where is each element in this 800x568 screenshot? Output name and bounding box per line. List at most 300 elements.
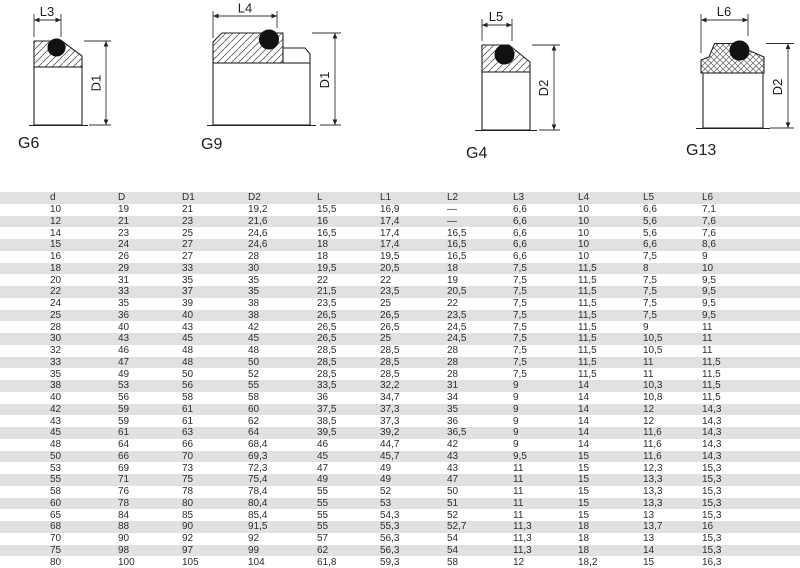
column-header-L: L xyxy=(317,192,323,204)
table-cell: 65 xyxy=(50,509,62,521)
table-cell: 12 xyxy=(643,415,655,427)
table-cell: 32 xyxy=(50,345,62,357)
table-row xyxy=(0,263,800,275)
table-cell: 18 xyxy=(578,544,590,556)
table-cell: 14 xyxy=(578,427,590,439)
table-cell: 15 xyxy=(578,509,590,521)
g13-height-dim-label: D2 xyxy=(770,78,785,96)
table-cell: 92 xyxy=(248,533,260,545)
table-cell: 35 xyxy=(182,274,194,286)
table-cell: 55 xyxy=(317,509,329,521)
table-cell: 17,4 xyxy=(380,215,400,227)
table-cell: 80,4 xyxy=(248,497,268,509)
table-cell: 75 xyxy=(50,544,62,556)
table-cell: 39 xyxy=(182,298,194,310)
g6-profile-label: G6 xyxy=(18,135,40,152)
table-cell: 25 xyxy=(50,309,62,321)
table-cell: 33 xyxy=(182,262,194,274)
table-cell: 15 xyxy=(578,474,590,486)
g13-body xyxy=(703,73,763,128)
table-cell: 28,5 xyxy=(380,356,400,368)
table-cell: 22 xyxy=(50,286,62,298)
table-cell: 9 xyxy=(513,427,519,439)
table-cell: 19,5 xyxy=(317,262,337,274)
table-cell: 76 xyxy=(118,486,130,498)
g4-height-dim-label: D2 xyxy=(536,79,551,97)
table-cell: 46 xyxy=(118,345,130,357)
table-cell: 20,5 xyxy=(447,286,467,298)
table-cell: 10 xyxy=(578,204,590,216)
table-cell: 7,5 xyxy=(513,286,527,298)
table-cell: 28 xyxy=(447,356,459,368)
table-cell: 22 xyxy=(317,274,329,286)
table-cell: 17,4 xyxy=(380,227,400,239)
table-cell: 10,5 xyxy=(643,333,663,345)
table-cell: 49 xyxy=(317,474,329,486)
table-cell: 23 xyxy=(182,215,194,227)
table-cell: 7,5 xyxy=(513,333,527,345)
table-cell: 59,3 xyxy=(380,556,400,568)
table-cell: 26 xyxy=(118,251,130,263)
table-cell: 63 xyxy=(182,427,194,439)
table-header-row xyxy=(0,192,800,204)
table-cell: 42 xyxy=(248,321,260,333)
table-cell: 6,6 xyxy=(513,215,527,227)
dimension-table xyxy=(0,192,800,568)
table-cell: 16 xyxy=(50,251,62,263)
table-cell: 28 xyxy=(447,345,459,357)
table-cell: 43 xyxy=(50,415,62,427)
table-cell: 9,5 xyxy=(513,450,527,462)
table-cell: 7,6 xyxy=(702,215,716,227)
table-cell: 52,7 xyxy=(447,521,467,533)
table-cell: 61 xyxy=(182,415,194,427)
table-cell: 29 xyxy=(118,262,130,274)
table-cell: 11,5 xyxy=(578,274,597,286)
diagram-g13 xyxy=(686,4,794,159)
table-cell: 6,6 xyxy=(513,251,527,263)
table-cell: 16,5 xyxy=(447,251,467,263)
table-cell: 30 xyxy=(50,333,62,345)
table-cell: 50 xyxy=(50,450,62,462)
table-cell: 7,1 xyxy=(702,204,716,216)
table-cell: 45 xyxy=(317,450,329,462)
table-cell: 11,5 xyxy=(702,392,721,404)
table-cell: 7,6 xyxy=(702,227,716,239)
table-cell: 14,3 xyxy=(702,450,722,462)
table-cell: 10 xyxy=(578,227,590,239)
table-cell: 75 xyxy=(182,474,194,486)
table-cell: 35 xyxy=(118,298,130,310)
table-cell: 11 xyxy=(702,345,713,357)
table-row xyxy=(0,427,800,439)
table-cell: 52 xyxy=(248,368,260,380)
table-cell: 8,6 xyxy=(702,239,716,251)
table-cell: 7,5 xyxy=(513,368,527,380)
table-cell: 69,3 xyxy=(248,450,268,462)
table-cell: 100 xyxy=(118,556,135,568)
table-cell: 10 xyxy=(702,262,714,274)
table-cell: 58 xyxy=(182,392,194,404)
table-cell: 80 xyxy=(50,556,62,568)
g6-body xyxy=(34,67,82,125)
table-cell: 15 xyxy=(578,462,590,474)
table-cell: 24,6 xyxy=(248,239,268,251)
table-cell: 11,6 xyxy=(643,439,662,451)
table-cell: 38 xyxy=(248,309,260,321)
table-cell: 11,3 xyxy=(513,521,532,533)
table-cell: 9,5 xyxy=(702,274,716,286)
table-row xyxy=(0,298,800,310)
table-cell: 44,7 xyxy=(380,439,400,451)
table-row xyxy=(0,415,800,427)
table-cell: 18 xyxy=(447,262,459,274)
table-cell: 14,3 xyxy=(702,439,722,451)
table-cell: 11,5 xyxy=(578,309,597,321)
table-cell: 36 xyxy=(447,415,459,427)
table-cell: 26,5 xyxy=(380,321,400,333)
table-cell: 60 xyxy=(50,497,62,509)
table-cell: 42 xyxy=(447,439,459,451)
table-cell: 18 xyxy=(578,533,590,545)
table-cell: 11 xyxy=(513,462,524,474)
table-cell: 26,5 xyxy=(317,333,337,345)
table-cell: 40 xyxy=(50,392,62,404)
table-cell: 35 xyxy=(248,274,260,286)
table-cell: 15,3 xyxy=(702,462,722,474)
table-cell: 25 xyxy=(182,227,194,239)
table-cell: 20 xyxy=(50,274,62,286)
table-cell: 55 xyxy=(50,474,62,486)
table-cell: 11,5 xyxy=(578,262,597,274)
g9-height-dim-label: D1 xyxy=(317,71,332,89)
table-cell: 7,5 xyxy=(643,298,657,310)
column-header-D1: D1 xyxy=(182,192,195,204)
table-cell: 80 xyxy=(182,497,194,509)
g4-body xyxy=(482,72,530,130)
table-cell: 15,3 xyxy=(702,533,722,545)
table-cell: 11,5 xyxy=(578,298,597,310)
table-cell: 55 xyxy=(317,521,329,533)
table-cell: 99 xyxy=(248,544,260,556)
g4-o-ring-icon xyxy=(495,45,514,64)
table-cell: 7,5 xyxy=(643,251,657,263)
table-row xyxy=(0,545,800,557)
table-cell: 10,5 xyxy=(643,345,663,357)
table-cell: 15,3 xyxy=(702,509,722,521)
table-cell: 71 xyxy=(118,474,130,486)
column-header-L1: L1 xyxy=(380,192,392,204)
table-cell: 12 xyxy=(50,215,62,227)
g13-o-ring-icon xyxy=(730,41,749,60)
g6-height-dim-label: D1 xyxy=(88,74,104,92)
table-cell: 15,3 xyxy=(702,544,722,556)
table-cell: 22 xyxy=(380,274,392,286)
g13-width-dim-label: L6 xyxy=(716,4,732,19)
table-cell: 36 xyxy=(118,309,130,321)
table-cell: 55 xyxy=(248,380,260,392)
table-row xyxy=(0,239,800,251)
table-cell: 23,5 xyxy=(447,309,467,321)
table-cell: 51 xyxy=(447,497,459,509)
table-cell: 42 xyxy=(50,403,62,415)
table-row xyxy=(0,404,800,416)
table-cell: 88 xyxy=(118,521,130,533)
table-row xyxy=(0,333,800,345)
table-cell: 6,6 xyxy=(513,204,527,216)
table-cell: 7,5 xyxy=(643,274,657,286)
table-cell: 11,6 xyxy=(643,427,662,439)
table-cell: 50 xyxy=(447,486,459,498)
table-cell: 40 xyxy=(118,321,130,333)
table-cell: 6,6 xyxy=(513,227,527,239)
table-row xyxy=(0,345,800,357)
table-cell: 26,5 xyxy=(380,309,400,321)
table-row xyxy=(0,509,800,521)
table-cell: 56,3 xyxy=(380,544,400,556)
table-cell: 7,5 xyxy=(513,321,527,333)
table-cell: 47 xyxy=(118,356,130,368)
table-cell: 7,5 xyxy=(513,298,527,310)
table-cell: 24,5 xyxy=(447,321,467,333)
table-cell: 15 xyxy=(578,486,590,498)
table-cell: 40 xyxy=(182,309,194,321)
table-cell: 14 xyxy=(578,392,590,404)
table-cell: 31 xyxy=(447,380,459,392)
table-cell: 30 xyxy=(248,262,260,274)
table-cell: 11,5 xyxy=(578,321,597,333)
table-cell: 9 xyxy=(702,251,708,263)
table-row xyxy=(0,204,800,216)
table-cell: 9 xyxy=(513,380,519,392)
table-cell: 78 xyxy=(118,497,130,509)
table-cell: 37,3 xyxy=(380,415,400,427)
table-row xyxy=(0,380,800,392)
g6-width-dim-label: L3 xyxy=(39,4,55,19)
table-cell: 56 xyxy=(182,380,194,392)
table-row xyxy=(0,357,800,369)
table-cell: 38,5 xyxy=(317,415,337,427)
table-cell: 7,5 xyxy=(513,345,527,357)
table-row xyxy=(0,439,800,451)
table-cell: 7,5 xyxy=(513,309,527,321)
table-cell: 23,5 xyxy=(380,286,400,298)
table-cell: 25 xyxy=(380,333,392,345)
table-cell: 11,5 xyxy=(578,333,597,345)
table-cell: 19 xyxy=(118,204,130,216)
table-cell: 13,3 xyxy=(643,474,663,486)
table-cell: 10 xyxy=(578,251,590,263)
table-body xyxy=(0,204,800,568)
table-cell: 47 xyxy=(317,462,329,474)
table-cell: 16,5 xyxy=(317,227,337,239)
table-cell: 45 xyxy=(248,333,260,345)
table-cell: 11 xyxy=(513,497,524,509)
table-cell: 58 xyxy=(50,486,62,498)
table-cell: 28 xyxy=(50,321,62,333)
table-cell: 46 xyxy=(317,439,329,451)
table-cell: 15 xyxy=(578,450,590,462)
table-cell: 11,5 xyxy=(702,368,721,380)
table-cell: 11 xyxy=(702,333,713,345)
table-cell: 61 xyxy=(118,427,130,439)
table-cell: 25 xyxy=(380,298,392,310)
table-cell: 21 xyxy=(182,204,194,216)
table-cell: 15 xyxy=(50,239,62,251)
table-cell: 85,4 xyxy=(248,509,268,521)
table-cell: 11,5 xyxy=(578,368,597,380)
table-cell: 50 xyxy=(182,368,194,380)
table-cell: 48 xyxy=(50,439,62,451)
table-cell: 64 xyxy=(118,439,130,451)
table-row xyxy=(0,310,800,322)
column-header-L5: L5 xyxy=(643,192,655,204)
table-cell: 69 xyxy=(118,462,130,474)
table-cell: 23,5 xyxy=(317,298,337,310)
table-cell: 90 xyxy=(182,521,194,533)
diagram-g4 xyxy=(466,9,560,162)
g9-body xyxy=(213,63,310,125)
table-row xyxy=(0,462,800,474)
table-cell: 84 xyxy=(118,509,130,521)
table-cell: 11,5 xyxy=(702,356,721,368)
table-cell: 11 xyxy=(513,474,524,486)
table-cell: 14 xyxy=(643,544,655,556)
table-cell: 18 xyxy=(317,251,329,263)
table-row xyxy=(0,286,800,298)
table-cell: 45 xyxy=(182,333,194,345)
table-cell: 13,7 xyxy=(643,521,663,533)
table-cell: 37 xyxy=(182,286,194,298)
table-cell: 7,5 xyxy=(513,262,527,274)
table-cell: 15 xyxy=(643,556,655,568)
table-row xyxy=(0,533,800,545)
column-header-L4: L4 xyxy=(578,192,590,204)
table-cell: 15,3 xyxy=(702,474,722,486)
table-cell: 11,5 xyxy=(702,380,721,392)
table-cell: 62 xyxy=(317,544,329,556)
table-row xyxy=(0,368,800,380)
table-cell: 16 xyxy=(317,215,329,227)
table-cell: 28,5 xyxy=(380,345,400,357)
table-cell: 53 xyxy=(118,380,130,392)
table-cell: 72,3 xyxy=(248,462,268,474)
table-cell: 26,5 xyxy=(317,309,337,321)
table-cell: 53 xyxy=(380,497,392,509)
table-cell: 17,4 xyxy=(380,239,400,251)
table-cell: 56 xyxy=(118,392,130,404)
table-cell: 14 xyxy=(578,439,590,451)
table-cell: 9 xyxy=(513,392,519,404)
table-cell: 39,2 xyxy=(380,427,400,439)
table-cell: 28 xyxy=(248,251,260,263)
table-cell: 6,6 xyxy=(643,239,657,251)
table-cell: 45 xyxy=(50,427,62,439)
table-cell: 61,8 xyxy=(317,556,337,568)
table-cell: 45,7 xyxy=(380,450,400,462)
table-cell: 15,5 xyxy=(317,204,337,216)
g13-profile-label: G13 xyxy=(686,142,717,159)
table-cell: 66 xyxy=(182,439,194,451)
table-cell: 28 xyxy=(447,368,459,380)
table-cell: 35 xyxy=(447,403,459,415)
table-cell: 15,3 xyxy=(702,486,722,498)
table-cell: 14,3 xyxy=(702,415,722,427)
table-cell: 49 xyxy=(118,368,130,380)
table-cell: 60 xyxy=(248,403,260,415)
table-cell: 59 xyxy=(118,415,130,427)
table-cell: 68 xyxy=(50,521,62,533)
table-cell: 24 xyxy=(50,298,62,310)
table-cell: 85 xyxy=(182,509,194,521)
table-cell: 11 xyxy=(702,321,713,333)
table-cell: 18 xyxy=(317,239,329,251)
table-cell: 49 xyxy=(380,462,392,474)
table-cell: 16,5 xyxy=(447,227,467,239)
table-cell: 7,5 xyxy=(513,356,527,368)
table-cell: 34,7 xyxy=(380,392,400,404)
table-cell: 6,6 xyxy=(643,204,657,216)
table-cell: 27 xyxy=(182,239,194,251)
table-cell: 73 xyxy=(182,462,194,474)
table-cell: 92 xyxy=(182,533,194,545)
table-cell: 12 xyxy=(513,556,525,568)
table-row xyxy=(0,486,800,498)
table-cell: 43 xyxy=(182,321,194,333)
table-cell: 48 xyxy=(182,345,194,357)
table-cell: 33,5 xyxy=(317,380,337,392)
g4-width-dim-label: L5 xyxy=(488,9,504,24)
seal-profile-drawings xyxy=(0,0,800,192)
table-cell: 10 xyxy=(50,204,62,216)
table-cell: 13,3 xyxy=(643,486,663,498)
table-cell: 56,3 xyxy=(380,533,400,545)
table-cell: 11,3 xyxy=(513,544,532,556)
table-cell: 10 xyxy=(578,215,590,227)
table-cell: 11,6 xyxy=(643,450,662,462)
table-cell: 52 xyxy=(380,486,392,498)
table-cell: 78,4 xyxy=(248,486,268,498)
table-cell: 32,2 xyxy=(380,380,400,392)
table-cell: 58 xyxy=(447,556,459,568)
table-cell: 68,4 xyxy=(248,439,268,451)
diagram-g6 xyxy=(18,4,111,152)
table-cell: 35 xyxy=(50,368,62,380)
table-cell: 11 xyxy=(643,368,654,380)
table-cell: 62 xyxy=(248,415,260,427)
table-row xyxy=(0,321,800,333)
table-cell: 11 xyxy=(513,486,524,498)
table-cell: 11,5 xyxy=(578,286,597,298)
table-cell: 14,3 xyxy=(702,427,722,439)
table-cell: 12,3 xyxy=(643,462,663,474)
table-cell: 37,3 xyxy=(380,403,400,415)
table-cell: 21,6 xyxy=(248,215,268,227)
table-cell: 14,3 xyxy=(702,403,722,415)
table-cell: — xyxy=(447,215,457,227)
table-cell: 55 xyxy=(317,486,329,498)
table-cell: 9,5 xyxy=(702,298,716,310)
table-cell: 43 xyxy=(447,450,459,462)
table-cell: 14 xyxy=(578,415,590,427)
column-header-d: d xyxy=(50,192,56,204)
table-cell: 20,5 xyxy=(380,262,400,274)
table-cell: 75,4 xyxy=(248,474,268,486)
column-header-L6: L6 xyxy=(702,192,714,204)
table-cell: 11,3 xyxy=(513,533,532,545)
table-cell: 57 xyxy=(317,533,329,545)
table-cell: 43 xyxy=(118,333,130,345)
